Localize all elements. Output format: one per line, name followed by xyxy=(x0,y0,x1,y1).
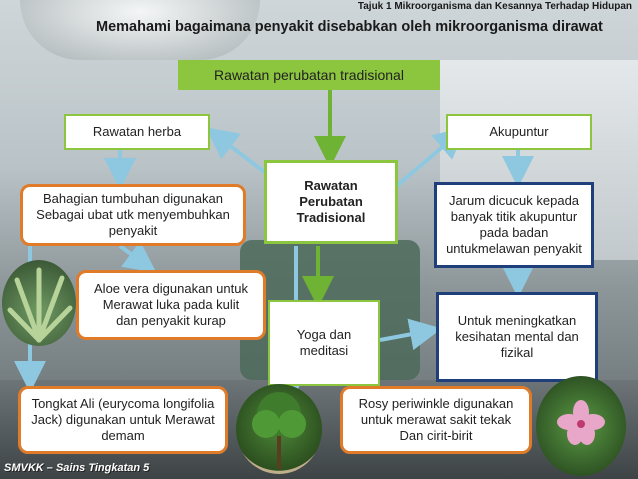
tree-icon xyxy=(236,384,322,474)
center-label-text: Rawatan Perubatan Tradisional xyxy=(296,178,366,225)
akupuntur-node xyxy=(446,114,592,150)
mental-box xyxy=(436,292,598,382)
tongkat-box xyxy=(18,386,228,454)
arrow-yoga-mental xyxy=(380,330,434,340)
aloe-leaves-icon xyxy=(2,260,76,346)
rosy-box xyxy=(340,386,532,454)
aloe-text: Aloe vera digunakan untuk Merawat luka pada kulit dan penyakit kurap xyxy=(94,281,248,328)
yoga-text: Yoga dan meditasi xyxy=(296,327,352,358)
center-node xyxy=(264,160,398,244)
herba-desc-box xyxy=(20,184,246,246)
aloe-vera-photo xyxy=(2,260,76,346)
rosy-periwinkle-photo xyxy=(536,376,626,476)
aloe-box xyxy=(76,270,266,340)
yoga-box xyxy=(268,300,380,386)
page-title: Memahami bagaimana penyakit disebabkan oleh mikroorganisma dirawat xyxy=(96,19,603,35)
flower-icon xyxy=(536,376,626,476)
herba-desc-text: Bahagian tumbuhan digunakan Sebagai ubat utk menyembuhkan penyakit xyxy=(36,191,230,238)
top-label xyxy=(178,60,440,90)
herba-node xyxy=(64,114,210,150)
herba-label-text: Rawatan herba xyxy=(92,124,182,139)
tongkat-ali-photo xyxy=(236,384,322,474)
chapter-text: Tajuk 1 Mikroorganisma dan Kesannya Terhadap Hidupan xyxy=(357,1,632,12)
footer-label: SMVKK – Sains Tingkatan 5 xyxy=(4,462,150,474)
akupuntur-desc-text: Jarum dicucuk kepada banyak titik akupuntur pada badan untukmelawan penyakit xyxy=(446,193,582,256)
tongkat-text: Tongkat Ali (eurycoma longifolia Jack) digunakan untuk Merawat demam xyxy=(31,396,215,443)
akupuntur-label-text: Akupuntur xyxy=(489,124,549,139)
arrow-to-aloe xyxy=(120,246,150,268)
rosy-text: Rosy periwinkle digunakan untuk merawat sakit tekak Dan cirit-birit xyxy=(358,396,514,443)
top-label-text: Rawatan perubatan tradisional xyxy=(214,67,404,83)
akupuntur-desc-box xyxy=(434,182,594,268)
mental-text: Untuk meningkatkan kesihatan mental dan fizikal xyxy=(455,313,579,360)
